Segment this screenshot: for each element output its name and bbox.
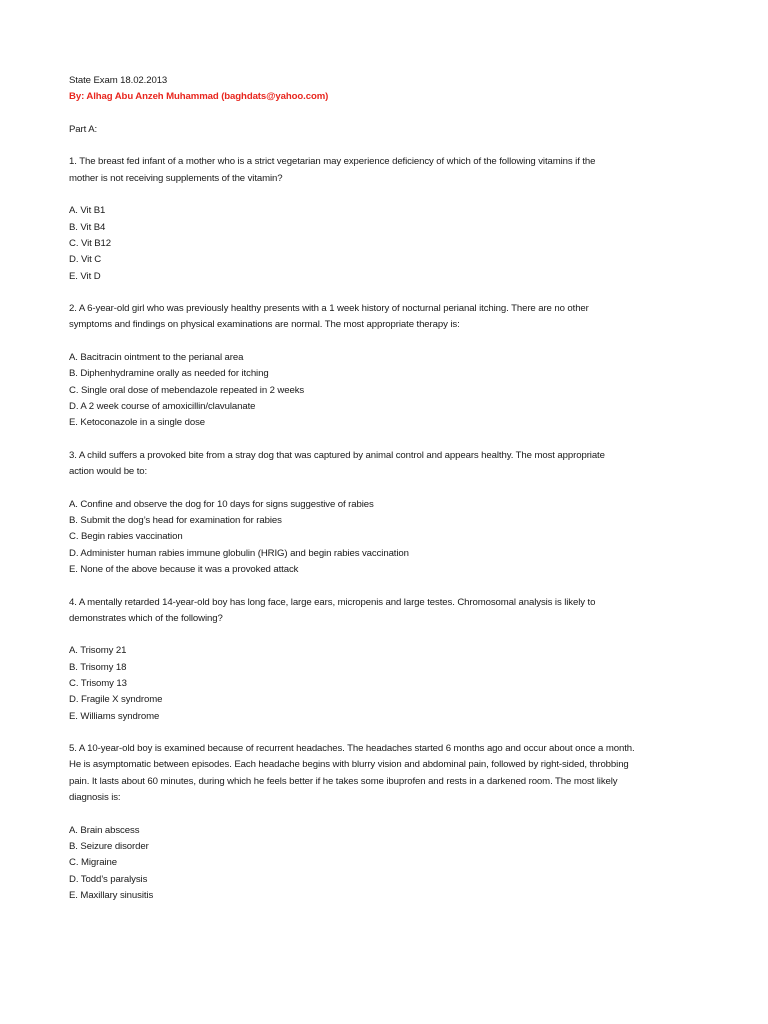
answer-option: D. Fragile X syndrome (69, 694, 163, 706)
spacer (69, 578, 729, 594)
answer-option: B. Submit the dog’s head for examination for rabies (69, 515, 282, 527)
answer-option: B. Diphenhydramine orally as needed for itching (69, 368, 269, 380)
answer-option: B. Vit B4 (69, 221, 106, 233)
spacer (69, 187, 729, 203)
answer-option: E. Williams syndrome (69, 710, 160, 722)
question-text-line: symptoms and findings on physical examinations are normal. The most appropriate therapy is: (69, 319, 460, 331)
answer-option: B. Seizure disorder (69, 840, 149, 852)
spacer (69, 480, 729, 496)
answer-option: C. Migraine (69, 857, 117, 869)
document-title: State Exam 18.02.2013 (69, 75, 168, 86)
answer-options (69, 350, 729, 431)
question-2 (69, 301, 729, 431)
question-text-line: He is asymptomatic between episodes. Each headache begins with blurry vision and abdominal pain, followed by right-sided, throbbing (69, 759, 629, 771)
question-4 (69, 595, 729, 725)
answer-option: A. Vit B1 (69, 205, 106, 217)
answer-options (69, 497, 729, 578)
question-text-line: 1. The breast fed infant of a mother who is a strict vegetarian may experience deficiency of which of the following vitamins if the (69, 156, 596, 168)
question-text-line: diagnosis is: (69, 792, 121, 804)
question-text-line: 4. A mentally retarded 14-year-old boy has long face, large ears, micropenis and large testes. Chromosomal analysis is likely to (69, 596, 596, 608)
answer-option: D. Todd’s paralysis (69, 873, 148, 885)
question-text-line: action would be to: (69, 466, 148, 478)
part-heading: Part A: (69, 123, 98, 135)
answer-option: A. Confine and observe the dog for 10 days for signs suggestive of rabies (69, 498, 374, 510)
answer-option: E. Maxillary sinusitis (69, 889, 154, 901)
answer-option: E. Ketoconazole in a single dose (69, 417, 206, 429)
spacer (69, 106, 729, 122)
question-3 (69, 448, 729, 578)
answer-option: C. Begin rabies vaccination (69, 531, 183, 543)
answer-option: E. None of the above because it was a provoked attack (69, 563, 299, 575)
answer-option: D. Vit C (69, 254, 102, 266)
answer-options (69, 823, 729, 904)
answer-option: A. Bacitracin ointment to the perianal area (69, 352, 244, 364)
question-text-line: mother is not receiving supplements of the vitamin? (69, 172, 283, 184)
answer-option: C. Trisomy 13 (69, 677, 127, 689)
spacer (69, 285, 729, 301)
answer-options (69, 643, 729, 724)
answer-option: C. Single oral dose of mebendazole repeated in 2 weeks (69, 384, 305, 396)
answer-option: E. Vit D (69, 270, 101, 282)
document-page (69, 73, 729, 904)
author-line: By: Alhag Abu Anzeh Muhammad (baghdats@yahoo.com) (69, 91, 329, 103)
spacer (69, 432, 729, 448)
question-text-line: demonstrates which of the following? (69, 612, 223, 624)
spacer (69, 334, 729, 350)
answer-option: A. Trisomy 21 (69, 645, 127, 657)
spacer (69, 725, 729, 741)
question-text-line: pain. It lasts about 60 minutes, during which he feels better if he takes some ibuprofen and rests in a darkened room. The most likely (69, 775, 618, 787)
answer-option: D. Administer human rabies immune globulin (HRIG) and begin rabies vaccination (69, 547, 409, 559)
answer-options (69, 203, 729, 284)
spacer (69, 138, 729, 154)
question-5 (69, 741, 729, 904)
question-text-line: 3. A child suffers a provoked bite from a stray dog that was captured by animal control and appears healthy. The most appropriate (69, 449, 605, 461)
answer-option: D. A 2 week course of amoxicillin/clavulanate (69, 400, 256, 412)
answer-option: C. Vit B12 (69, 237, 112, 249)
spacer (69, 627, 729, 643)
spacer (69, 806, 729, 822)
answer-option: A. Brain abscess (69, 824, 140, 836)
question-text-line: 5. A 10-year-old boy is examined because of recurrent headaches. The headaches started 6 months ago and occur about once a month. (69, 743, 635, 755)
question-1 (69, 154, 729, 284)
question-text-line: 2. A 6-year-old girl who was previously healthy presents with a 1 week history of nocturnal perianal itching. There are no other (69, 303, 589, 315)
answer-option: B. Trisomy 18 (69, 661, 127, 673)
